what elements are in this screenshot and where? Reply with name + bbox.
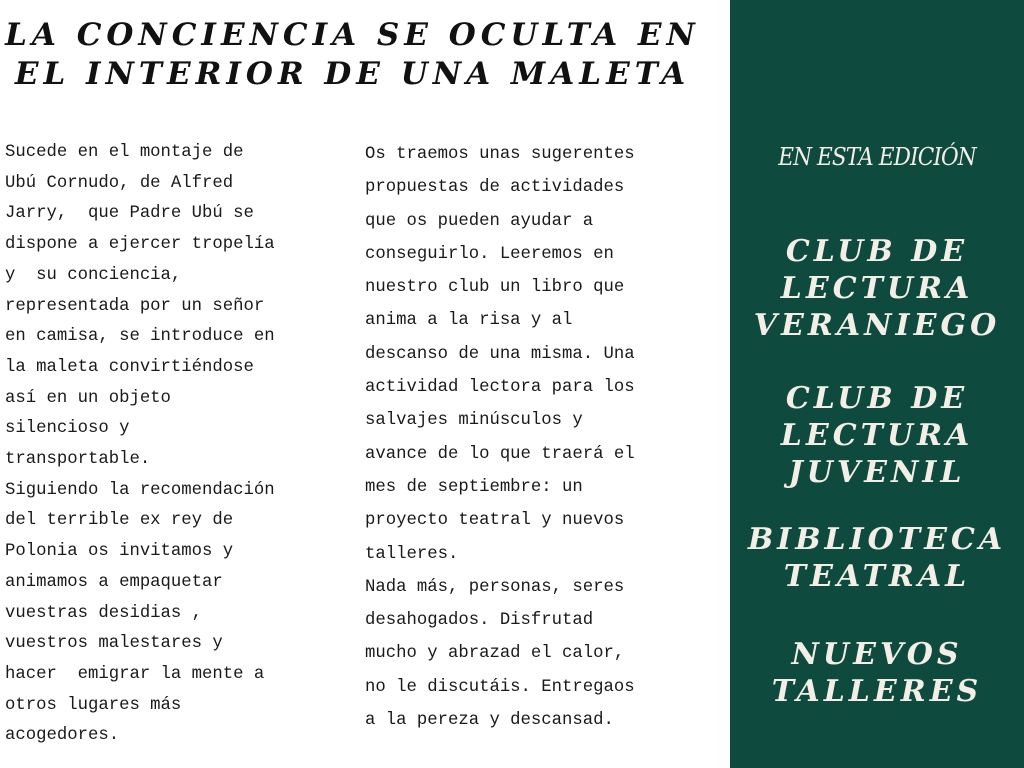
- sidebar-item-club-lectura-veraniego: [730, 233, 1024, 344]
- text-line: proyecto teatral y nuevos: [365, 511, 625, 531]
- text-line: mes de septiembre: un: [365, 477, 583, 497]
- text-line: desahogados. Disfrutad: [365, 611, 594, 631]
- sidebar-item-line: LECTURA: [780, 271, 974, 306]
- text-line: conseguirlo. Leeremos en: [365, 244, 614, 264]
- title-line: LA CONCIENCIA SE OCULTA EN: [5, 17, 700, 53]
- text-line: mucho y abrazad el calor,: [365, 644, 625, 664]
- text-line: anima a la risa y al: [365, 311, 573, 331]
- sidebar-item-line: VERANIEGO: [753, 308, 1001, 343]
- sidebar-item-line: BIBLIOTECA: [747, 522, 1007, 557]
- text-line: propuestas de actividades: [365, 178, 625, 198]
- text-line: descanso de una misma. Una: [365, 344, 635, 364]
- text-line: dispone a ejercer tropelía: [5, 235, 275, 255]
- text-line: Jarry, que Padre Ubú se: [5, 204, 254, 224]
- sidebar-item-line: LECTURA: [780, 418, 974, 453]
- text-line: Nada más, personas, seres: [365, 577, 625, 597]
- sidebar-item-line: NUEVOS: [791, 637, 963, 672]
- text-line: acogedores.: [5, 726, 120, 746]
- sidebar-item-line: JUVENIL: [788, 455, 966, 490]
- text-line: no le discutáis. Entregaos: [365, 677, 635, 697]
- text-line: así en un objeto: [5, 388, 171, 408]
- text-line: Ubú Cornudo, de Alfred: [5, 173, 234, 193]
- text-line: animamos a empaquetar: [5, 572, 223, 592]
- text-line: actividad lectora para los: [365, 378, 635, 398]
- sidebar-item-line: CLUB DE: [785, 381, 969, 416]
- text-line: salvajes minúsculos y: [365, 411, 583, 431]
- sidebar-item-line: TEATRAL: [783, 559, 971, 594]
- text-line: del terrible ex rey de: [5, 511, 234, 531]
- text-line: la maleta convirtiéndose: [5, 357, 254, 377]
- text-line: hacer emigrar la mente a: [5, 664, 265, 684]
- title-line: EL INTERIOR DE UNA MALETA: [14, 56, 691, 92]
- text-line: representada por un señor: [5, 296, 265, 316]
- sidebar-subtitle: EN ESTA EDICIÓN: [778, 143, 976, 171]
- article-column-2: [365, 138, 715, 737]
- sidebar-item-biblioteca-teatral: [730, 521, 1024, 595]
- text-line: Sucede en el montaje de: [5, 143, 244, 162]
- text-line: vuestros malestares y: [5, 634, 223, 654]
- text-line: otros lugares más: [5, 695, 182, 715]
- page-title: [0, 16, 705, 94]
- text-line: y su conciencia,: [5, 265, 182, 285]
- text-line: transportable.: [5, 450, 151, 470]
- text-line: talleres.: [365, 544, 459, 564]
- text-line: nuestro club un libro que: [365, 278, 625, 298]
- text-line: avance de lo que traerá el: [365, 444, 635, 464]
- text-line: vuestras desidias ,: [5, 603, 203, 623]
- sidebar-item-line: TALLERES: [771, 674, 983, 709]
- sidebar-item-nuevos-talleres: [730, 636, 1024, 710]
- text-line: que os pueden ayudar a: [365, 211, 594, 231]
- text-line: silencioso y: [5, 419, 130, 439]
- text-line: Os traemos unas sugerentes: [365, 145, 635, 164]
- text-line: a la pereza y descansad.: [365, 711, 614, 731]
- sidebar-item-line: CLUB DE: [785, 234, 969, 269]
- sidebar-item-club-lectura-juvenil: [730, 380, 1024, 491]
- text-line: Siguiendo la recomendación: [5, 480, 275, 500]
- text-line: en camisa, se introduce en: [5, 327, 275, 347]
- article-column-1: [5, 138, 350, 752]
- text-line: Polonia os invitamos y: [5, 542, 234, 562]
